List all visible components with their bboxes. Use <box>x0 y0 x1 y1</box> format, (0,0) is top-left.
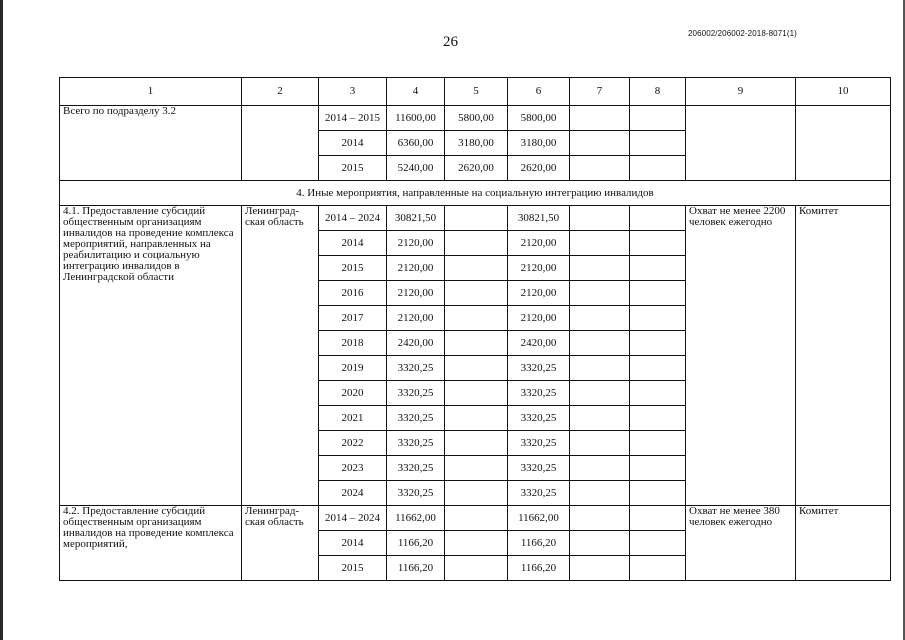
year-cell: 2018 <box>319 331 387 356</box>
value-cell: 2620,00 <box>508 156 570 181</box>
value-cell: 2120,00 <box>508 306 570 331</box>
value-cell: 3320,25 <box>508 356 570 381</box>
empty-cell <box>630 106 686 131</box>
value-cell: 30821,50 <box>508 206 570 231</box>
year-cell: 2023 <box>319 456 387 481</box>
subtotal-label: Всего по подразделу 3.2 <box>60 106 242 181</box>
empty-cell <box>630 356 686 381</box>
year-cell: 2019 <box>319 356 387 381</box>
empty-cell <box>445 331 508 356</box>
value-cell: 2120,00 <box>387 306 445 331</box>
item-description: 4.2. Предоставление субсидий общественным организациям инвалидов на проведение комплекса мероприятий, <box>60 506 242 581</box>
year-cell: 2014 <box>319 131 387 156</box>
year-cell: 2024 <box>319 481 387 506</box>
year-cell: 2014 <box>319 531 387 556</box>
year-cell: 2015 <box>319 556 387 581</box>
region-cell: Ленинград-ская область <box>242 506 319 581</box>
header-cell: 7 <box>570 78 630 106</box>
value-cell: 3320,25 <box>387 431 445 456</box>
empty-cell <box>630 156 686 181</box>
outcome-cell: Охват не менее 2200 человек ежегодно <box>686 206 796 506</box>
value-cell: 3320,25 <box>508 456 570 481</box>
header-cell: 9 <box>686 78 796 106</box>
empty-cell <box>445 481 508 506</box>
value-cell: 2420,00 <box>387 331 445 356</box>
header-cell: 10 <box>796 78 891 106</box>
value-cell: 11662,00 <box>387 506 445 531</box>
header-cell: 4 <box>387 78 445 106</box>
value-cell: 2120,00 <box>508 256 570 281</box>
header-cell: 8 <box>630 78 686 106</box>
value-cell: 5800,00 <box>445 106 508 131</box>
value-cell: 3320,25 <box>387 381 445 406</box>
table-row <box>60 106 891 131</box>
year-cell: 2021 <box>319 406 387 431</box>
page-number: 26 <box>443 34 458 50</box>
header-cell: 3 <box>319 78 387 106</box>
empty-cell <box>445 231 508 256</box>
outcome-cell: Охват не менее 380 человек ежегодно <box>686 506 796 581</box>
value-cell: 3320,25 <box>508 481 570 506</box>
year-cell: 2014 – 2024 <box>319 206 387 231</box>
value-cell: 30821,50 <box>387 206 445 231</box>
empty-cell <box>630 231 686 256</box>
empty-cell <box>630 406 686 431</box>
empty-cell <box>570 131 630 156</box>
empty-cell <box>445 456 508 481</box>
value-cell: 2120,00 <box>387 281 445 306</box>
empty-cell <box>570 406 630 431</box>
empty-cell <box>445 206 508 231</box>
value-cell: 2620,00 <box>445 156 508 181</box>
year-cell: 2015 <box>319 256 387 281</box>
document-code: 206002/206002-2018-8071(1) <box>688 29 797 38</box>
value-cell: 11662,00 <box>508 506 570 531</box>
empty-cell <box>445 306 508 331</box>
empty-cell <box>570 531 630 556</box>
empty-cell <box>242 106 319 181</box>
table-row <box>60 206 891 231</box>
empty-cell <box>445 356 508 381</box>
empty-cell <box>570 206 630 231</box>
empty-cell <box>570 331 630 356</box>
value-cell: 5240,00 <box>387 156 445 181</box>
empty-cell <box>570 156 630 181</box>
empty-cell <box>570 231 630 256</box>
empty-cell <box>796 106 891 181</box>
executor-cell: Комитет <box>796 206 891 506</box>
empty-cell <box>570 281 630 306</box>
empty-cell <box>445 381 508 406</box>
year-cell: 2020 <box>319 381 387 406</box>
empty-cell <box>570 106 630 131</box>
value-cell: 2120,00 <box>387 231 445 256</box>
value-cell: 1166,20 <box>387 531 445 556</box>
value-cell: 3320,25 <box>387 356 445 381</box>
empty-cell <box>445 431 508 456</box>
empty-cell <box>630 331 686 356</box>
value-cell: 3320,25 <box>508 406 570 431</box>
header-cell: 6 <box>508 78 570 106</box>
empty-cell <box>445 506 508 531</box>
header-cell: 5 <box>445 78 508 106</box>
empty-cell <box>630 431 686 456</box>
value-cell: 3320,25 <box>508 431 570 456</box>
value-cell: 3180,00 <box>445 131 508 156</box>
value-cell: 1166,20 <box>508 531 570 556</box>
header-cell: 1 <box>60 78 242 106</box>
empty-cell <box>445 556 508 581</box>
empty-cell <box>630 481 686 506</box>
value-cell: 2120,00 <box>387 256 445 281</box>
value-cell: 5800,00 <box>508 106 570 131</box>
year-cell: 2014 <box>319 231 387 256</box>
value-cell: 11600,00 <box>387 106 445 131</box>
empty-cell <box>570 481 630 506</box>
value-cell: 3320,25 <box>387 481 445 506</box>
executor-cell: Комитет <box>796 506 891 581</box>
empty-cell <box>570 256 630 281</box>
empty-cell <box>686 106 796 181</box>
value-cell: 2120,00 <box>508 281 570 306</box>
region-cell: Ленинград-ская область <box>242 206 319 506</box>
empty-cell <box>630 506 686 531</box>
section-row <box>60 181 891 206</box>
section-title: 4. Иные мероприятия, направленные на социальную интеграцию инвалидов <box>60 181 891 206</box>
value-cell: 3320,25 <box>387 456 445 481</box>
header-row <box>60 78 891 106</box>
value-cell: 2120,00 <box>508 231 570 256</box>
empty-cell <box>630 381 686 406</box>
table-row <box>60 506 891 531</box>
value-cell: 6360,00 <box>387 131 445 156</box>
year-cell: 2022 <box>319 431 387 456</box>
header-cell: 2 <box>242 78 319 106</box>
empty-cell <box>630 556 686 581</box>
item-description: 4.1. Предоставление субсидий общественным организациям инвалидов на проведение комплекса мероприятий, направленных на реабилитацию и социальную интеграцию инвалидов в Ленинградской области <box>60 206 242 506</box>
value-cell: 3320,25 <box>508 381 570 406</box>
value-cell: 1166,20 <box>508 556 570 581</box>
empty-cell <box>630 206 686 231</box>
empty-cell <box>570 381 630 406</box>
value-cell: 1166,20 <box>387 556 445 581</box>
year-cell: 2014 – 2024 <box>319 506 387 531</box>
value-cell: 3180,00 <box>508 131 570 156</box>
empty-cell <box>570 306 630 331</box>
year-cell: 2014 – 2015 <box>319 106 387 131</box>
empty-cell <box>630 131 686 156</box>
value-cell: 3320,25 <box>387 406 445 431</box>
empty-cell <box>570 431 630 456</box>
year-cell: 2016 <box>319 281 387 306</box>
year-cell: 2017 <box>319 306 387 331</box>
empty-cell <box>570 456 630 481</box>
empty-cell <box>630 456 686 481</box>
empty-cell <box>445 281 508 306</box>
empty-cell <box>570 506 630 531</box>
empty-cell <box>570 556 630 581</box>
empty-cell <box>445 406 508 431</box>
program-table <box>59 77 891 581</box>
empty-cell <box>630 306 686 331</box>
empty-cell <box>570 356 630 381</box>
scan-left-edge <box>0 0 3 640</box>
value-cell: 2420,00 <box>508 331 570 356</box>
empty-cell <box>630 256 686 281</box>
empty-cell <box>445 531 508 556</box>
empty-cell <box>445 256 508 281</box>
empty-cell <box>630 281 686 306</box>
empty-cell <box>630 531 686 556</box>
year-cell: 2015 <box>319 156 387 181</box>
